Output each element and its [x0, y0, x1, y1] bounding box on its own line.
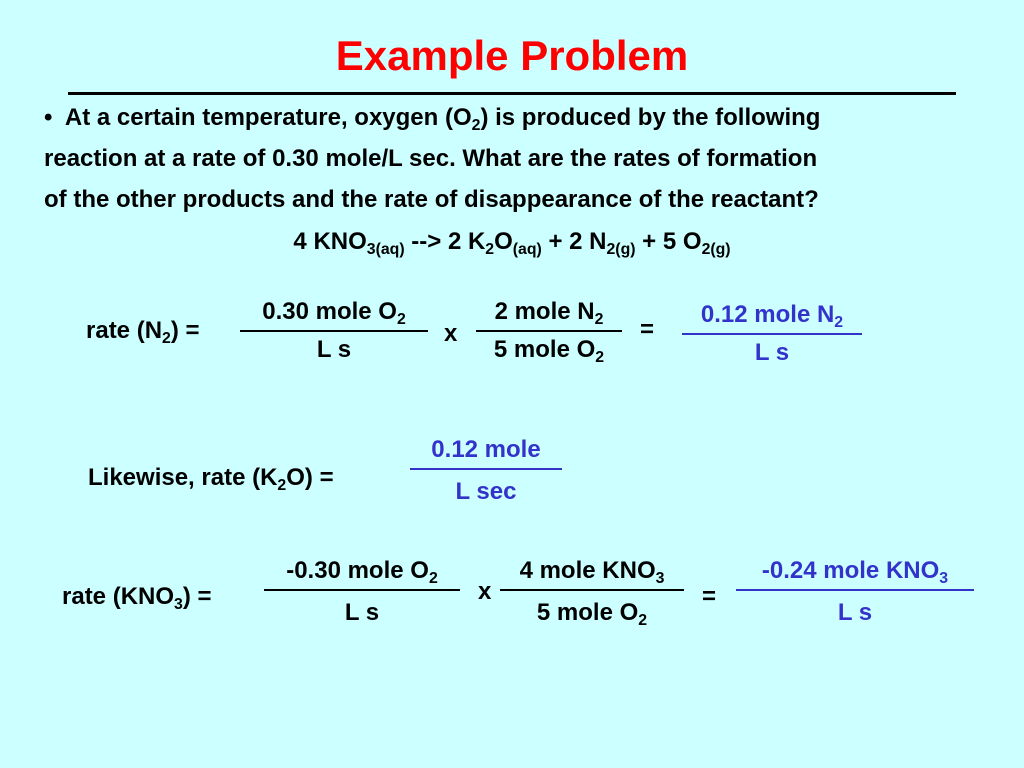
eq-sub: 2 — [485, 240, 495, 258]
numerator — [736, 557, 974, 587]
denominator: L s — [316, 336, 352, 363]
times-sign: x — [444, 320, 458, 347]
num-sub: 2 — [396, 310, 406, 328]
eq-sub: 3(aq) — [366, 240, 405, 258]
numerator — [682, 301, 862, 331]
denominator: L sec — [455, 478, 517, 505]
num-text: 2 mole N — [494, 298, 595, 325]
rate-n2-label — [86, 317, 200, 345]
rate-kno3-fraction-2 — [500, 557, 684, 627]
numerator: 0.12 mole — [431, 436, 541, 463]
slide-title: Example Problem — [335, 32, 689, 79]
label-sub: 3 — [174, 595, 183, 613]
den-sub: 2 — [638, 611, 648, 629]
label-text: O) = — [286, 464, 334, 491]
fraction-bar — [500, 589, 684, 591]
num-sub: 3 — [939, 569, 949, 587]
fraction-bar — [476, 330, 622, 332]
eq-sub: (aq) — [512, 240, 542, 258]
eq-sub: 2(g) — [606, 240, 636, 258]
rate-kno3-fraction-1 — [264, 557, 460, 627]
intro-text-1b: ) is produced by the following — [480, 104, 821, 131]
label-text: rate (N — [86, 317, 163, 344]
label-text: Likewise, rate (K — [88, 464, 278, 491]
fraction-bar — [736, 589, 974, 591]
num-text: 4 mole KNO — [519, 557, 656, 584]
num-text: 0.30 mole O — [262, 298, 397, 325]
reaction-equation — [0, 228, 1024, 256]
fraction-bar — [410, 468, 562, 470]
title-rule — [68, 92, 956, 95]
rate-n2-fraction-2 — [476, 298, 622, 364]
bullet: • — [44, 104, 53, 131]
den-text: 5 mole O — [493, 336, 596, 363]
fraction-bar — [682, 333, 862, 335]
num-text: -0.24 mole KNO — [761, 557, 940, 584]
den-sub: 2 — [595, 348, 605, 366]
eq-sub: 2(g) — [701, 240, 731, 258]
denominator: L s — [837, 599, 873, 626]
num-text: -0.30 mole O — [286, 557, 429, 584]
rate-k2o-result — [410, 436, 562, 506]
equals-sign: = — [640, 316, 655, 343]
eq-part: + 5 O — [635, 228, 702, 255]
denominator — [476, 336, 622, 364]
denominator: L s — [754, 339, 790, 366]
den-text: 5 mole O — [536, 599, 639, 626]
eq-part: 4 KNO — [293, 228, 367, 255]
fraction-bar — [264, 589, 460, 591]
label-sub: 2 — [162, 329, 171, 347]
num-sub: 2 — [428, 569, 438, 587]
intro-line-1 — [44, 104, 820, 132]
label-text: ) = — [182, 583, 212, 610]
num-sub: 2 — [594, 310, 604, 328]
num-sub: 3 — [655, 569, 665, 587]
num-sub: 2 — [834, 313, 844, 331]
eq-part: --> 2 K — [404, 228, 486, 255]
denominator: L s — [344, 599, 380, 626]
intro-line-3: of the other products and the rate of disappearance of the reactant? — [44, 186, 819, 213]
rate-k2o-label — [88, 464, 334, 492]
equals-sign: = — [702, 583, 717, 610]
fraction-bar — [240, 330, 428, 332]
rate-kno3-label — [62, 583, 212, 611]
numerator — [476, 298, 622, 328]
intro-line-2: reaction at a rate of 0.30 mole/L sec. What are the rates of formation — [44, 145, 818, 172]
denominator — [500, 599, 684, 627]
eq-part: + 2 N — [541, 228, 607, 255]
intro-sub: 2 — [471, 116, 481, 134]
eq-part: O — [494, 228, 513, 255]
numerator — [264, 557, 460, 587]
rate-kno3-result — [736, 557, 974, 627]
label-text: ) = — [170, 317, 200, 344]
times-sign: x — [478, 578, 492, 605]
numerator — [240, 298, 428, 328]
label-text: rate (KNO — [62, 583, 175, 610]
num-text: 0.12 mole N — [700, 301, 835, 328]
rate-n2-result — [682, 301, 862, 367]
numerator — [500, 557, 684, 587]
rate-n2-fraction-1 — [240, 298, 428, 364]
intro-text-1a: At a certain temperature, oxygen (O — [64, 104, 472, 131]
label-sub: 2 — [277, 476, 287, 494]
